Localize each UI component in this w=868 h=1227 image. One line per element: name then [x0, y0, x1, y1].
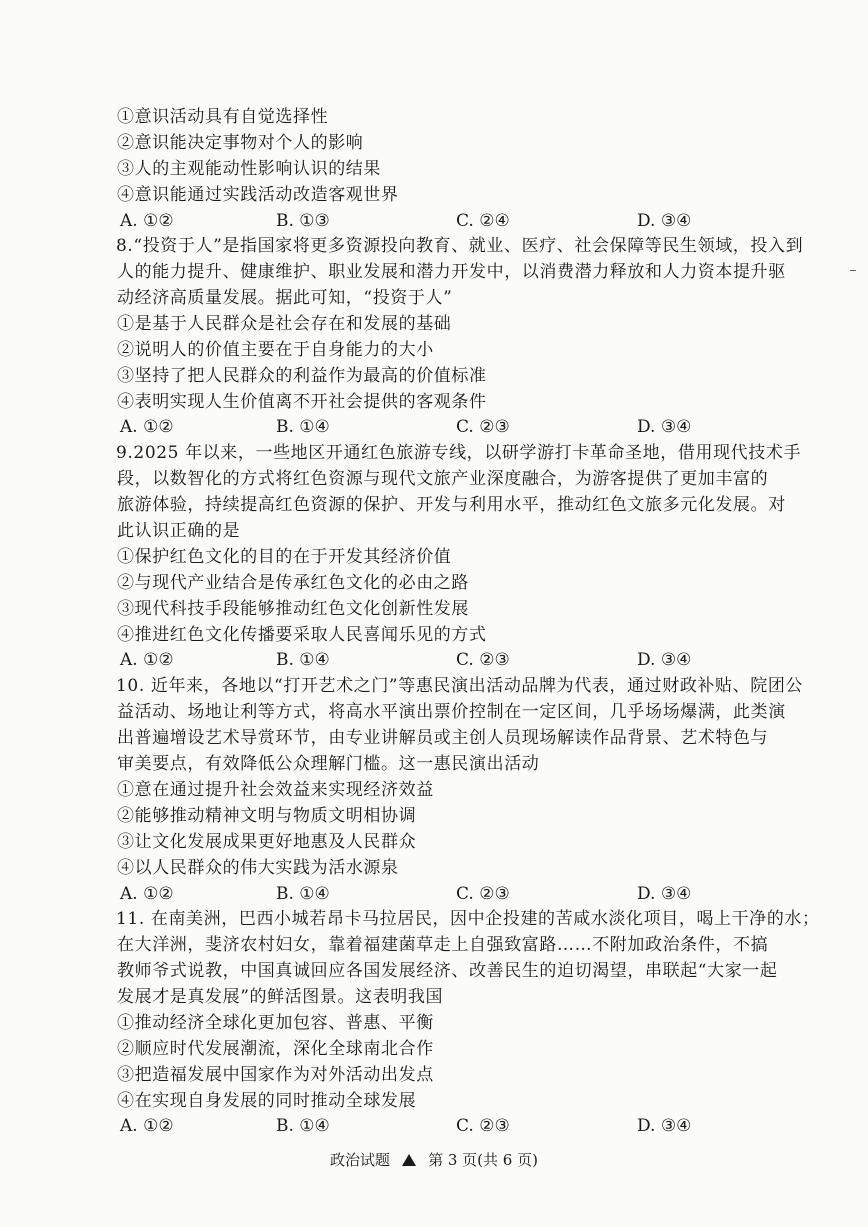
- q9-statement-3: ③现代科技手段能够推动红色文化创新性发展: [117, 599, 469, 619]
- q7-statement-4: ④意识能通过实践活动改造客观世界: [117, 185, 399, 205]
- q10-statement-2: ②能够推动精神文明与物质文明相协调: [117, 806, 417, 826]
- q8-option-c: C. ②③: [456, 417, 510, 437]
- q10-option-a: A. ①②: [120, 884, 174, 904]
- q9-option-a: A. ①②: [120, 650, 174, 670]
- q9-statement-4: ④推进红色文化传播要采取人民喜闻乐见的方式: [117, 625, 487, 645]
- q10-option-c: C. ②③: [456, 884, 510, 904]
- q7-option-a: A. ①②: [120, 211, 174, 231]
- q11-stem-line-2: 在大洋洲，斐济农村妇女，靠着福建菌草走上自强致富路……不附加政治条件，不搞: [117, 935, 769, 955]
- q8-stem-line-2: 人的能力提升、健康维护、职业发展和潜力开发中，以消费潜力释放和人力资本提升驱: [117, 262, 786, 282]
- q11-statement-3: ③把造福发展中国家作为对外活动出发点: [117, 1065, 434, 1085]
- q8-statement-4: ④表明实现人生价值离不开社会提供的客观条件: [117, 392, 487, 412]
- q8-statement-1: ①是基于人民群众是社会存在和发展的基础: [117, 314, 452, 334]
- q10-stem-line-2: 益活动、场地让利等方式，将高水平演出票价控制在一定区间，几乎场场爆满，此类演: [117, 702, 786, 722]
- triangle-icon: [402, 1154, 416, 1166]
- q9-option-c: C. ②③: [456, 650, 510, 670]
- page-footer: [0, 1150, 868, 1170]
- q9-stem-line-1: 9.2025 年以来，一些地区开通红色旅游专线，以研学游打卡革命圣地，借用现代技术手: [116, 443, 802, 463]
- q7-option-b: B. ①③: [276, 211, 330, 231]
- q8-statement-3: ③坚持了把人民群众的利益作为最高的价值标准: [117, 366, 487, 386]
- q9-option-b: B. ①④: [276, 650, 330, 670]
- q9-statement-2: ②与现代产业结合是传承红色文化的必由之路: [117, 573, 469, 593]
- q10-statement-3: ③让文化发展成果更好地惠及人民群众: [117, 832, 417, 852]
- q7-option-c: C. ②④: [456, 211, 510, 231]
- q11-stem-line-3: 教师爷式说教，中国真诚回应各国发展经济、改善民生的迫切渴望，串联起“大家一起: [117, 961, 778, 981]
- q9-stem-line-2: 段，以数智化的方式将红色资源与现代文旅产业深度融合，为游客提供了更加丰富的: [117, 469, 769, 489]
- q7-statement-1: ①意识活动具有自觉选择性: [117, 107, 329, 127]
- q8-stem-line-3: 动经济高质量发展。据此可知，“投资于人”: [117, 288, 453, 308]
- q8-statement-2: ②说明人的价值主要在于自身能力的大小: [117, 340, 434, 360]
- q10-option-d: D. ③④: [637, 884, 692, 904]
- q10-option-b: B. ①④: [276, 884, 330, 904]
- q9-option-d: D. ③④: [637, 650, 692, 670]
- q11-option-c: C. ②③: [456, 1116, 510, 1136]
- q11-statement-2: ②顺应时代发展潮流，深化全球南北合作: [117, 1039, 434, 1059]
- q10-stem-line-3: 出普遍增设艺术导赏环节，由专业讲解员或主创人员现场解读作品背景、艺术特色与: [117, 728, 769, 748]
- q10-stem-line-4: 审美要点，有效降低公众理解门槛。这一惠民演出活动: [117, 754, 540, 774]
- q11-option-b: B. ①④: [276, 1116, 330, 1136]
- q7-statement-3: ③人的主观能动性影响认识的结果: [117, 159, 381, 179]
- q9-statement-1: ①保护红色文化的目的在于开发其经济价值: [117, 547, 452, 567]
- q11-statement-1: ①推动经济全球化更加包容、普惠、平衡: [117, 1013, 434, 1033]
- q10-stem-line-1: 10. 近年来，各地以“打开艺术之门”等惠民演出活动品牌为代表，通过财政补贴、院团公: [116, 676, 804, 696]
- q10-statement-4: ④以人民群众的伟大实践为活水源泉: [117, 858, 399, 878]
- q8-stem-line-1: 8.“投资于人”是指国家将更多资源投向教育、就业、医疗、社会保障等民生领域，投入到: [116, 236, 804, 256]
- margin-mark: [850, 270, 856, 271]
- q9-stem-line-3: 旅游体验，持续提高红色资源的保护、开发与利用水平，推动红色文旅多元化发展。对: [117, 495, 786, 515]
- q8-option-d: D. ③④: [637, 417, 692, 437]
- q7-option-d: D. ③④: [637, 211, 692, 231]
- footer-subject: 政治试题: [330, 1151, 391, 1169]
- q9-stem-line-4: 此认识正确的是: [117, 521, 241, 541]
- q8-option-b: B. ①④: [276, 417, 330, 437]
- q11-stem-line-4: 发展才是真发展”的鲜活图景。这表明我国: [117, 987, 444, 1007]
- footer-page-number: 第 3 页(共 6 页): [428, 1151, 538, 1169]
- q11-option-d: D. ③④: [637, 1116, 692, 1136]
- q11-option-a: A. ①②: [120, 1116, 174, 1136]
- q7-statement-2: ②意识能决定事物对个人的影响: [117, 133, 364, 153]
- q8-option-a: A. ①②: [120, 417, 174, 437]
- q11-stem-line-1: 11. 在南美洲，巴西小城若昂卡马拉居民，因中企投建的苦咸水淡化项目，喝上干净的水；: [116, 909, 820, 929]
- q10-statement-1: ①意在通过提升社会效益来实现经济效益: [117, 780, 434, 800]
- q11-statement-4: ④在实现自身发展的同时推动全球发展: [117, 1091, 417, 1111]
